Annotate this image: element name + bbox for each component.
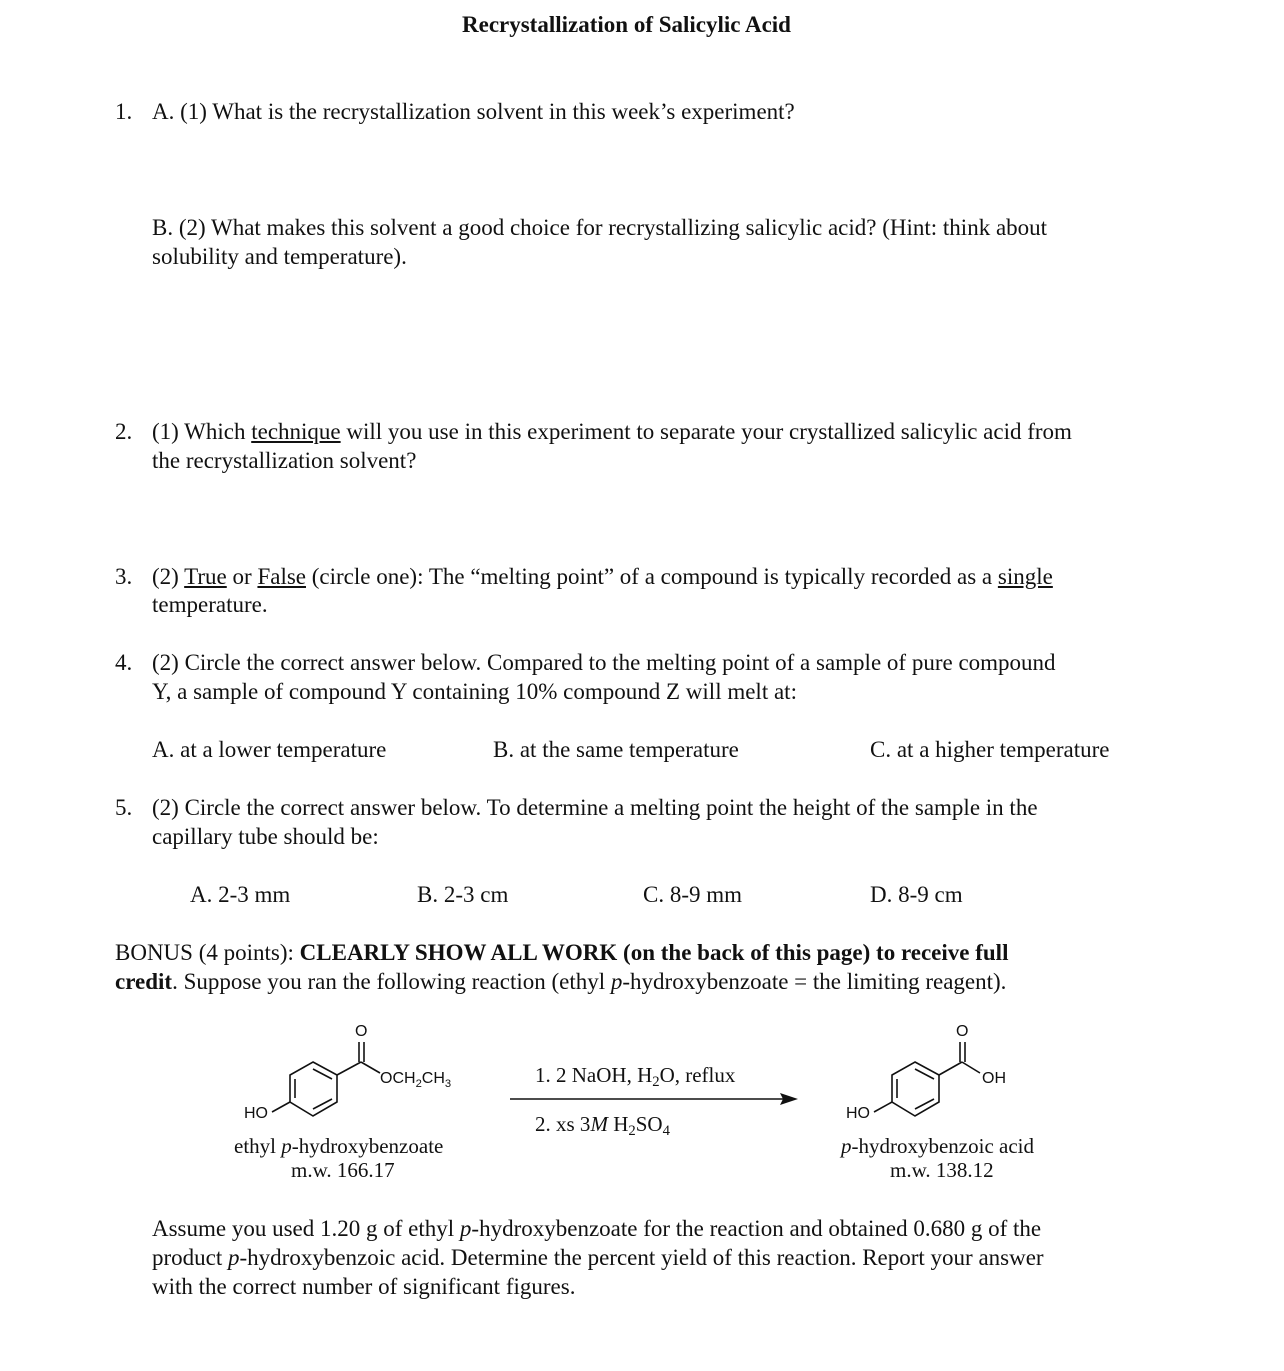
assume-line-1a: Assume you used 1.20 g of ethyl bbox=[152, 1216, 460, 1241]
reactant-ho-bond bbox=[272, 1102, 290, 1112]
reactant-ester-sub-2: 2 bbox=[415, 1078, 422, 1090]
product-name bbox=[841, 1133, 1034, 1159]
assume-line-2a: product bbox=[152, 1245, 229, 1270]
product-chain-bond-2 bbox=[962, 1062, 980, 1073]
reactant-carbonyl-oxygen: O bbox=[355, 1023, 368, 1040]
q4-option-b: B. at the same temperature bbox=[493, 737, 739, 762]
question-1b-line-2: solubility and temperature). bbox=[152, 244, 407, 269]
step2-mid: H bbox=[607, 1112, 629, 1136]
question-1b-line-1: B. (2) What makes this solvent a good choice for recrystallizing salicylic acid? (Hint: think about bbox=[152, 215, 1048, 240]
q3-mid: (circle one): The “melting point” of a compound is typically recorded as a bbox=[306, 564, 998, 589]
q2-pre: (1) Which bbox=[152, 419, 252, 444]
bonus-line-2a: . Suppose you ran the following reaction (ethyl bbox=[172, 969, 611, 994]
assume-line-3: with the correct number of significant figures. bbox=[152, 1274, 576, 1299]
reactant-molecular-weight: m.w. 166.17 bbox=[291, 1158, 395, 1182]
assume-line-1b: -hydroxybenzoate for the reaction and obtained 0.680 g of the bbox=[471, 1216, 1042, 1241]
step1-pre: 1. 2 NaOH, H bbox=[535, 1063, 653, 1087]
q5-option-a: A. 2-3 mm bbox=[190, 882, 291, 907]
question-4-line-1: (2) Circle the correct answer below. Compared to the melting point of a sample of pure compound bbox=[152, 650, 1056, 675]
q2-post: will you use in this experiment to separate your crystallized salicylic acid from bbox=[340, 419, 1072, 444]
step1-post: O, reflux bbox=[659, 1063, 736, 1087]
product-chain-bond-1 bbox=[939, 1062, 962, 1075]
product-oh-label: OH bbox=[982, 1070, 1006, 1087]
q3-true-option: True bbox=[184, 564, 227, 589]
page-title: Recrystallization of Salicylic Acid bbox=[462, 12, 791, 37]
reactant-chain-bond-1 bbox=[337, 1062, 361, 1075]
q4-option-c: C. at a higher temperature bbox=[870, 737, 1110, 762]
question-3-number: 3. bbox=[115, 564, 133, 589]
reactant-name-pre: ethyl bbox=[234, 1134, 282, 1158]
step1-sub: 2 bbox=[652, 1074, 660, 1090]
q3-or: or bbox=[226, 564, 258, 589]
q4-option-a: A. at a lower temperature bbox=[152, 737, 387, 762]
question-1-number: 1. bbox=[115, 99, 133, 124]
step2-sub-1: 2 bbox=[628, 1123, 636, 1139]
q2-technique-underlined: technique bbox=[251, 419, 341, 444]
reactant-ester-group bbox=[380, 1069, 451, 1089]
bonus-italic-p: p bbox=[610, 969, 623, 994]
product-name-post: -hydroxybenzoic acid bbox=[851, 1134, 1035, 1158]
question-2-number: 2. bbox=[115, 419, 133, 444]
product-ho-bond bbox=[874, 1102, 892, 1112]
reactant-name bbox=[234, 1133, 443, 1159]
reagent-step-1 bbox=[535, 1061, 735, 1089]
question-5-line-1: (2) Circle the correct answer below. To determine a melting point the height of the sample in the bbox=[152, 795, 1038, 820]
reactant-ester-sub-3: 3 bbox=[444, 1078, 452, 1090]
bonus-bold-credit: credit bbox=[115, 969, 173, 994]
step2-pre: 2. xs 3 bbox=[535, 1112, 591, 1136]
q3-pre: (2) bbox=[152, 564, 185, 589]
reactant-name-italic-p: p bbox=[281, 1134, 292, 1158]
step2-italic-m: M bbox=[590, 1112, 608, 1136]
question-3-line-2: temperature. bbox=[152, 592, 268, 617]
reactant-ester-och: OCH bbox=[380, 1070, 416, 1087]
reactant-ho-label: HO bbox=[244, 1105, 268, 1122]
reactant-name-post: -hydroxybenzoate bbox=[291, 1134, 444, 1158]
bonus-label: BONUS (4 points): bbox=[115, 940, 300, 965]
question-4-number: 4. bbox=[115, 650, 133, 675]
assume-line-1-italic-p: p bbox=[459, 1216, 472, 1241]
q3-false-option: False bbox=[257, 564, 306, 589]
bonus-line-2b: -hydroxybenzoate = the limiting reagent). bbox=[622, 969, 1007, 994]
q5-option-b: B. 2-3 cm bbox=[417, 882, 509, 907]
product-molecular-weight: m.w. 138.12 bbox=[890, 1158, 994, 1182]
question-5-line-2: capillary tube should be: bbox=[152, 824, 379, 849]
reactant-ester-ch: CH bbox=[421, 1070, 445, 1087]
question-2-line-2: the recrystallization solvent? bbox=[152, 448, 417, 473]
bonus-bold-instruction: CLEARLY SHOW ALL WORK (on the back of this page) to receive full bbox=[299, 940, 1009, 965]
reactant-chain-bond-2 bbox=[361, 1062, 380, 1073]
product-carbonyl-oxygen: O bbox=[956, 1023, 969, 1040]
assume-line-2-italic-p: p bbox=[228, 1245, 240, 1270]
product-ho-label: HO bbox=[846, 1105, 870, 1122]
assume-line-1 bbox=[152, 1214, 1041, 1243]
step2-mid-2: SO bbox=[635, 1112, 663, 1136]
step2-sub-2: 4 bbox=[662, 1123, 670, 1139]
reagent-step-2 bbox=[535, 1110, 670, 1138]
q5-option-c: C. 8-9 mm bbox=[643, 882, 743, 907]
q3-single-underlined: single bbox=[997, 564, 1053, 589]
product-name-italic-p: p bbox=[841, 1134, 852, 1158]
question-4-line-2: Y, a sample of compound Y containing 10% compound Z will melt at: bbox=[152, 679, 797, 704]
assume-line-2 bbox=[152, 1243, 1044, 1272]
question-1a-text: A. (1) What is the recrystallization solvent in this week’s experiment? bbox=[152, 99, 795, 124]
assume-line-2b: -hydroxybenzoic acid. Determine the percent yield of this reaction. Report your answer bbox=[239, 1245, 1044, 1270]
question-5-number: 5. bbox=[115, 795, 133, 820]
q5-option-d: D. 8-9 cm bbox=[870, 882, 963, 907]
